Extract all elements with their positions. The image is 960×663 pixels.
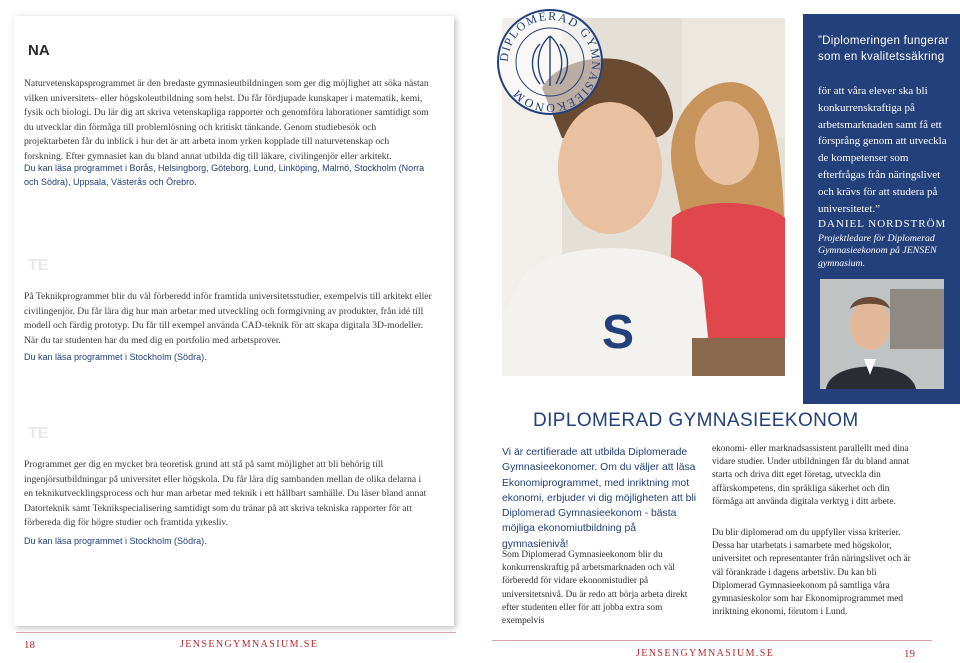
quote-text: för att våra elever ska bli konkurrenskraftiga på arbetsmarknaden samt få ett försprång genom att utveckla de kompetenser som efterfrågas från näringslivet och krävs för att studera på universitetet.” [818, 85, 947, 215]
portrait-photo [820, 279, 944, 389]
quote-author-role: Projektledare för Diplomerad Gymnasieekonom på JENSEN gymnasium. [818, 233, 937, 269]
te2-locations-link[interactable]: Du kan läsa programmet i Stockholm (Södra). [24, 536, 207, 546]
na-body-text: Naturvetenskapsprogrammet är den bredaste gymnasieutbildningen som ger dig möjlighet att söka nästan vilken universitets- eller högskoleutbildning som helst. Du får fördjupade kunskaper i matematik, kemi, fysik och biologi. Du lär dig att skriva vetenskapliga rapporter och genomföra laborationer samtidigt som du utvecklar din förmåga till problemlösning och kritiskt tänkande. Genom studiebesök och projektarbeten får du inblick i hur det är att arbeta inom yrken kopplade till naturvetenskap och forskning. Efter gymnasiet kan du bland annat utbilda dig till läkare, civilingenjör eller arkitekt. [24, 78, 429, 162]
column2-paragraph-2: Du blir diplomerad om du uppfyller vissa kriterier. Dessa har utarbetats i samarbete med högskolor, universitet och representanter från näringslivet och är väl förankrade i dagens arbetsliv. Du kan bli Diplomerad Gymnasieekonom på samtliga våra gymnasieskolor som har Ekonomiprogrammet med inriktning ekonomi, förutom i Lund. [712, 528, 911, 618]
section-heading: DIPLOMERAD GYMNASIEEKONOM [533, 410, 859, 431]
lead-paragraph: Vi är certifierade att utbilda Diplomerade Gymnasieekonomer. Om du väljer att läsa Ekonomiprogrammet, med inriktning mot ekonomi, erbjuder vi dig möjligheten att bli Diplomerad Gymnasieekonom - bästa möjliga ekonomiutbildning på gymnasienivå! [502, 447, 697, 550]
te2-body-text: Programmet ger dig en mycket bra teoretisk grund att stå på samt möjlighet att bli behörig till ingenjörsutbildningar på universitet eller högskola. Du får lära dig sambanden mellan de olika delarna i en teknikutvecklingsprocess och hur man arbetar med teknik i ett hållbart samhälle. Du läser bland annat Datorteknik samt Teknikspecialisering samtidigt som du tränar på att skriva tekniska rapporter för att förbereda dig för högre studier och framtida yrkesliv. [24, 459, 427, 529]
section-tab-te-1: TE [14, 253, 72, 279]
te1-locations-link[interactable]: Du kan läsa programmet i Stockholm (Södra). [24, 352, 207, 362]
page-number-right: 19 [904, 648, 915, 660]
section-tab-na: NA [14, 38, 72, 64]
page-number-left: 18 [24, 639, 35, 651]
section-tab-te-2: TE [14, 421, 72, 447]
left-page [0, 0, 470, 663]
svg-text:S: S [602, 306, 635, 359]
footer-divider-right [492, 640, 932, 641]
column1-body: Som Diplomerad Gymnasieekonom blir du konkurrenskraftig på arbetsmarknaden och väl förberedd för vidare ekonomistudier på universitetsnivå. Du är redo att börja arbeta direkt efter studenten eller för att jobba extra som exempelvis [502, 550, 688, 627]
quote-author-name: DANIEL NORDSTRÖM [818, 218, 947, 230]
column2-paragraph-1: ekonomi- eller marknadsassistent parallellt med dina vidare studier. Under utbildningen får du bland annat starta och driva ditt eget företag, utveckla din affärskompetens, din språkliga säkerhet och din förmåga att använda digitala verktyg i ditt arbete. [712, 444, 910, 507]
quote-headline: ”Diplomeringen fungerar som en kvalitetssäkring [818, 35, 949, 63]
diplomerad-badge-icon [494, 6, 606, 118]
te1-body-text: På Teknikprogrammet blir du väl förberedd inför framtida universitetsstudier, exempelvis till arkitekt eller civilingenjör. Du får lära dig hur man arbetar med utveckling och formgivning av produkter, från idé till modell och färdig prototyp. Du får till exempel använda CAD-teknik för att skapa digitala 3D-modeller. När du tar studenten har du med dig en portfolio med arbetsprover. [24, 291, 432, 346]
na-locations-link[interactable]: Du kan läsa programmet i Borås, Helsingborg, Göteborg, Lund, Linköping, Malmö, Stockholm (Norra och Södra), Uppsala, Västerås och Örebro. [24, 163, 425, 187]
footer-divider [16, 632, 456, 633]
footer-url-left[interactable]: JENSENGYMNASIUM.SE [180, 639, 319, 650]
badge-arc-text: DIPLOMERAD GYMNASIEEKONOM [496, 8, 604, 116]
footer-url-right[interactable]: JENSENGYMNASIUM.SE [636, 648, 775, 659]
